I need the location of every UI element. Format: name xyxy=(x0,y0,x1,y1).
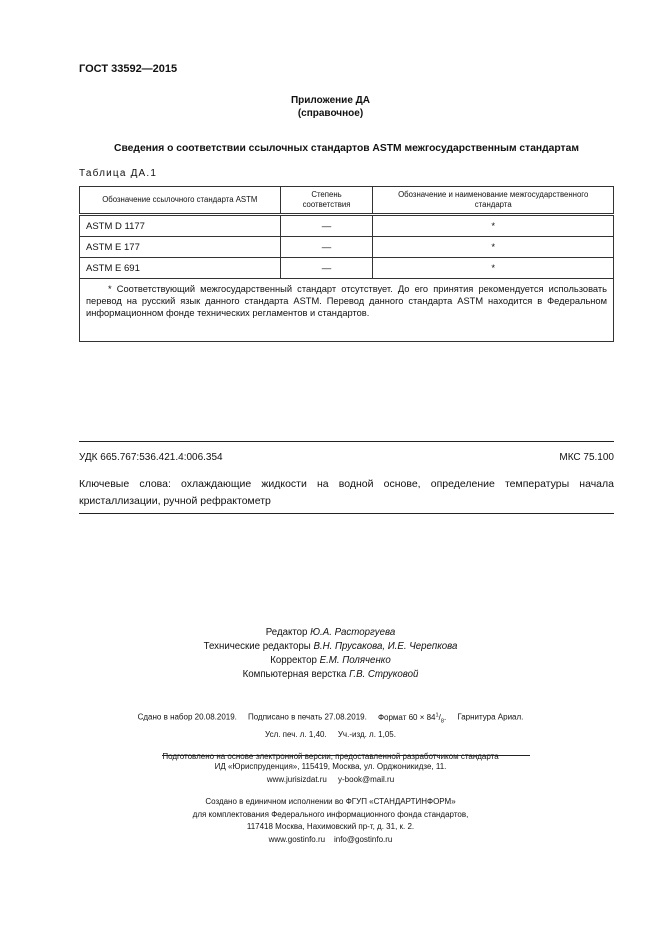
section-title: Сведения о соответствии ссылочных стандартов ASTM межгосударственным стандартам xyxy=(114,143,579,154)
corrector-line xyxy=(0,654,661,668)
interstate-standard: * xyxy=(373,215,614,237)
fund-line-1: Создано в единичном исполнении во ФГУП «СТАНДАРТИНФОРМ» xyxy=(205,797,456,806)
table-row xyxy=(80,258,614,279)
astm-designation: ASTM E 691 xyxy=(80,258,281,279)
fund-contacts xyxy=(0,834,661,847)
astm-designation: ASTM D 1177 xyxy=(80,215,281,237)
print-sheets: Усл. печ. л. 1,40. xyxy=(265,730,327,740)
interstate-standard: * xyxy=(373,237,614,258)
table-row xyxy=(80,237,614,258)
fund-line-3: 117418 Москва, Нахимовский пр-т, д. 31, к. 2. xyxy=(246,822,415,831)
interstate-standard: * xyxy=(373,258,614,279)
publisher-block xyxy=(0,761,661,786)
corrector-label: Корректор xyxy=(270,655,317,666)
tech-editors-line xyxy=(0,640,661,654)
divider-publisher xyxy=(162,755,530,756)
layout-label: Компьютерная верстка xyxy=(242,669,347,680)
correspondence-table xyxy=(79,186,614,342)
layout-name: Г.В. Струковой xyxy=(349,669,419,680)
submitted-date: Сдано в набор 20.08.2019. xyxy=(137,712,237,722)
typeface: Гарнитура Ариал. xyxy=(457,712,524,722)
table-header-row xyxy=(80,187,614,215)
correspondence-degree: — xyxy=(280,215,373,237)
layout-line xyxy=(0,668,661,682)
correspondence-degree: — xyxy=(280,258,373,279)
table-footnote-row xyxy=(80,279,614,342)
header-astm-designation: Обозначение ссылочного стандарта ASTM xyxy=(80,187,281,215)
header-interstate-standard: Обозначение и наименование межгосударственного стандарта xyxy=(373,187,614,215)
document-code: ГОСТ 33592—2015 xyxy=(79,63,178,75)
tech-editors-label: Технические редакторы xyxy=(203,641,311,652)
header-correspondence-degree: Степень соответствия xyxy=(280,187,373,215)
fund-line-2: для комплектования Федерального информационного фонда стандартов, xyxy=(192,809,469,819)
astm-designation: ASTM E 177 xyxy=(80,237,281,258)
paper-format: Формат $60 \times 84^1/_8$. xyxy=(377,712,447,725)
mks-code: МКС 75.100 xyxy=(559,452,614,463)
fund-site: www.gostinfo.ru xyxy=(268,834,326,844)
print-line-1 xyxy=(0,709,661,728)
staff-block xyxy=(0,626,661,682)
appendix-heading xyxy=(0,94,661,120)
keywords: Ключевые слова: охлаждающие жидкости на водной основе, определение температуры начала кристаллизации, ручной рефрактометр xyxy=(79,478,614,507)
publisher-site: www.jurisizdat.ru xyxy=(266,774,327,784)
divider-top xyxy=(79,441,614,442)
editor-label: Редактор xyxy=(265,627,308,638)
appendix-type: (справочное) xyxy=(297,108,364,119)
print-line-2 xyxy=(0,728,661,741)
table-footnote: * Соответствующий межгосударственный стандарт отсутствует. До его принятия рекомендуется использовать перевод на русский язык данного стандарта ASTM. Перевод данного стандарта ASTM находится в Федеральном информационном фонде технических регламентов и стандартов. xyxy=(80,279,614,342)
correspondence-degree: — xyxy=(280,237,373,258)
publisher-email: y-book@mail.ru xyxy=(338,774,395,784)
fund-block xyxy=(0,796,661,846)
publishing-sheets: Уч.-изд. л. 1,05. xyxy=(337,730,396,740)
table-row xyxy=(80,215,614,237)
table-label: Таблица ДА.1 xyxy=(79,168,158,179)
editor-name: Ю.А. Расторгуева xyxy=(310,627,396,638)
publisher-contacts xyxy=(0,774,661,787)
divider-bottom xyxy=(79,513,614,514)
fund-email: info@gostinfo.ru xyxy=(333,834,393,844)
corrector-name: Е.М. Поляченко xyxy=(319,655,391,666)
signed-date: Подписано в печать 27.08.2019. xyxy=(248,712,367,722)
editor-line xyxy=(0,626,661,640)
prepared-note: Подготовлено на основе электронной версии, предоставленной разработчиком стандарта xyxy=(162,752,499,762)
udc-code: УДК 665.767:536.421.4:006.354 xyxy=(79,452,223,463)
appendix-title: Приложение ДА xyxy=(290,95,371,106)
tech-editors-names: В.Н. Прусакова, И.Е. Черепкова xyxy=(313,641,458,652)
publisher-address: ИД «Юриспруденция», 115419, Москва, ул. Орджоникидзе, 11. xyxy=(214,762,447,771)
